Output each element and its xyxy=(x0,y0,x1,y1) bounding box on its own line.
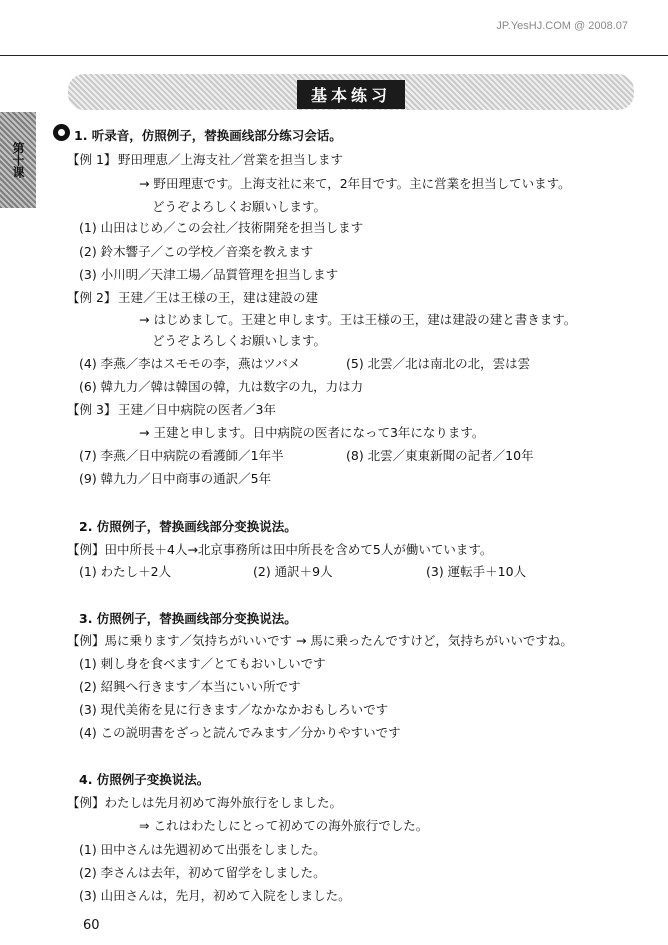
list-item: (7) 李燕／日中病院の看護師／1年半 xyxy=(79,448,284,463)
list-item: (3) 運転手＋10人 xyxy=(426,564,527,579)
section4-heading: 4. 仿照例子变换说法。 xyxy=(79,772,210,787)
list-item: (4) 李燕／李はスモモの李，燕はツバメ xyxy=(79,356,301,371)
list-item: (2) 紹興へ行きます／本当にいい所です xyxy=(79,679,301,694)
watermark: JP.YesHJ.COM @ 2008.07 xyxy=(496,20,628,32)
example2-label: 【例 2】 xyxy=(67,290,117,305)
section2-example: 【例】田中所長＋4人→北京事務所は田中所長を含めて5人が働いています。 xyxy=(67,542,493,557)
list-item: (3) 現代美術を見に行きます／なかなかおもしろいです xyxy=(79,702,389,717)
section-banner xyxy=(68,74,634,110)
list-item: (9) 韓九力／日中商事の通訳／5年 xyxy=(79,471,272,486)
list-item: (2) 鈴木響子／この学校／音楽を教えます xyxy=(79,244,314,259)
list-item: (2) 李さんは去年，初めて留学をしました。 xyxy=(79,865,326,880)
example2-prompt: 王建／王は王様の王，建は建設の建 xyxy=(118,290,319,305)
example1-answer-line1: → 野田理恵です。上海支社に来て，2年目です。主に営業を担当しています。 xyxy=(139,176,571,191)
list-item: (1) わたし＋2人 xyxy=(79,564,172,579)
example2-answer-line1: → はじめまして。王建と申します。王は王様の王，建は建設の建と書きます。 xyxy=(139,312,577,327)
section3-heading: 3. 仿照例子，替换画线部分变换说法。 xyxy=(79,611,297,626)
example3-answer-line1: → 王建と申します。日中病院の医者になって3年になります。 xyxy=(139,425,485,440)
banner-title: 基本练习 xyxy=(297,80,405,109)
audio-disc-icon xyxy=(53,124,70,141)
example2-answer-line2: どうぞよろしくお願いします。 xyxy=(152,333,327,348)
example1-label: 【例 1】 xyxy=(67,152,117,167)
list-item: (8) 北雲／東東新聞の記者／10年 xyxy=(346,448,534,463)
chapter-side-tab: 第十课 xyxy=(0,112,36,208)
list-item: (3) 小川明／天津工場／品質管理を担当します xyxy=(79,267,339,282)
top-rule xyxy=(0,55,668,56)
list-item: (2) 通訳＋9人 xyxy=(253,564,333,579)
list-item: (1) 刺し身を食べます／とてもおいしいです xyxy=(79,656,326,671)
list-item: (4) この説明書をざっと読んでみます／分かりやすいです xyxy=(79,725,401,740)
list-item: (1) 田中さんは先週初めて出張をしました。 xyxy=(79,842,326,857)
example1-prompt: 野田理恵／上海支社／営業を担当します xyxy=(118,152,344,167)
section4-example-line2: ⇒ これはわたしにとって初めての海外旅行でした。 xyxy=(139,818,429,833)
section2-heading: 2. 仿照例子，替换画线部分变换说法。 xyxy=(79,519,297,534)
list-item: (1) 山田はじめ／この会社／技術開発を担当します xyxy=(79,220,364,235)
section3-example: 【例】馬に乗ります／気持ちがいいです → 馬に乗ったんですけど，気持ちがいいですね。 xyxy=(67,633,573,648)
example3-prompt: 王建／日中病院の医者／3年 xyxy=(118,402,276,417)
example3-label: 【例 3】 xyxy=(67,402,117,417)
list-item: (5) 北雲／北は南北の北，雲は雲 xyxy=(346,356,531,371)
section4-example: 【例】わたしは先月初めて海外旅行をしました。 xyxy=(67,795,343,810)
page-number: 60 xyxy=(83,918,100,933)
list-item: (6) 韓九力／韓は韓国の韓，九は数字の九，力は力 xyxy=(79,379,364,394)
section1-heading: 1. 听录音，仿照例子，替换画线部分练习会话。 xyxy=(74,128,342,143)
example1-answer-line2: どうぞよろしくお願いします。 xyxy=(152,199,327,214)
list-item: (3) 山田さんは，先月，初めて入院をしました。 xyxy=(79,888,351,903)
